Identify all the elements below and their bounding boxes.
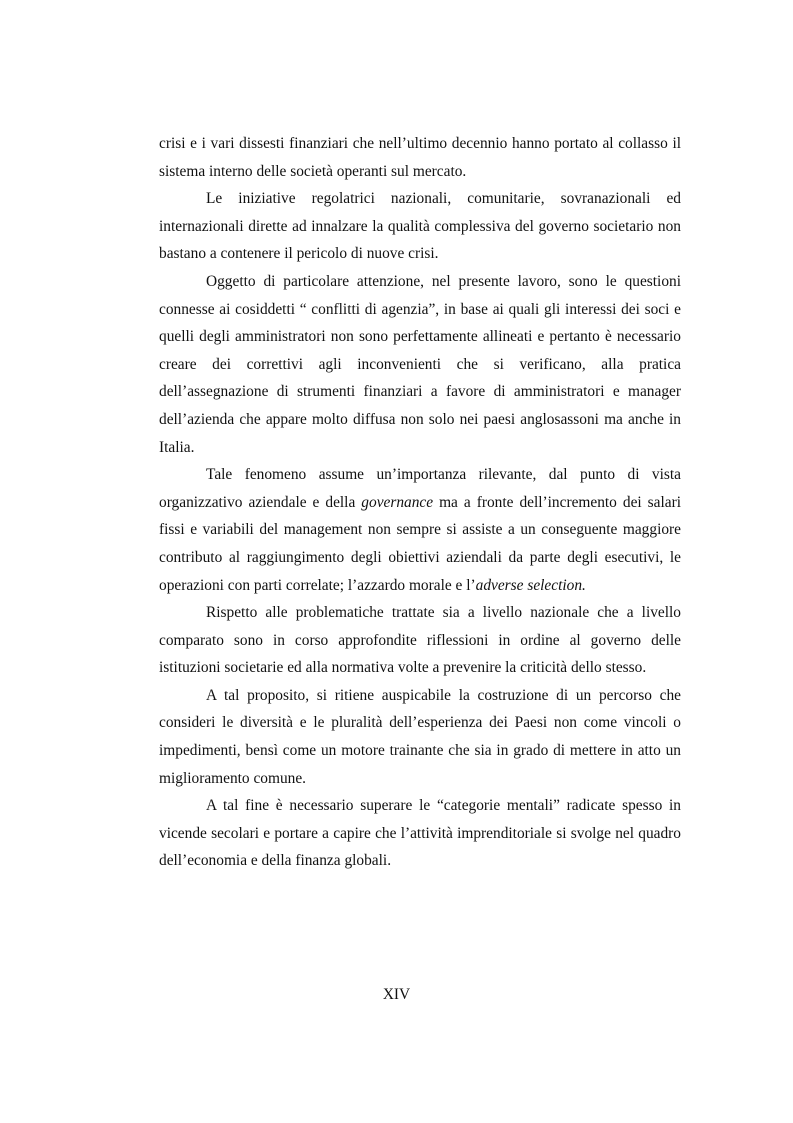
paragraph-text: Oggetto di particolare attenzione, nel presente lavoro, sono le questioni connesse ai cosiddetti “ conflitti di agenzia”, in base ai quali gli interessi dei soci e quelli degli amministratori non sono perfettamente allineati e pertanto è necessario creare dei correttivi agli inconvenienti che si verificano, alla pratica dell’assegnazione di strumenti finanziari a favore di amministratori e manager dell’azienda che appare molto diffusa non solo nei paesi anglosassoni ma anche in Italia. (159, 272, 681, 456)
paragraph-text: A tal fine è necessario superare le “categorie mentali” radicate spesso in vicende secolari e portare a capire che l’attività imprenditoriale si svolge nel quadro dell’economia e della finanza globali. (159, 797, 681, 870)
paragraph-3 (159, 268, 681, 461)
paragraph-4 (159, 461, 681, 599)
paragraph-text: Tale fenomeno assume un’importanza rilevante, dal punto di vista organizzativo aziendale e della (159, 466, 681, 511)
paragraph-text: Le iniziative regolatrici nazionali, comunitarie, sovranazionali ed internazionali dirette ad innalzare la qualità complessiva del governo societario non bastano a contenere il pericolo di nuove crisi. (159, 190, 681, 263)
paragraph-text: Rispetto alle problematiche trattate sia a livello nazionale che a livello comparato sono in corso approfondite riflessioni in ordine al governo delle istituzioni societarie ed alla normativa volte a prevenire la criticità dello stesso. (159, 604, 681, 677)
paragraph-text: crisi e i vari dissesti finanziari che nell’ultimo decennio hanno portato al collasso il sistema interno delle società operanti sul mercato. (159, 135, 681, 180)
body-text (159, 130, 681, 875)
paragraph-6 (159, 682, 681, 792)
paragraph-1 (159, 130, 681, 185)
paragraph-7 (159, 792, 681, 875)
paragraph-5 (159, 599, 681, 682)
paragraph-text: A tal proposito, si ritiene auspicabile la costruzione di un percorso che consideri le diversità e le pluralità dell’esperienza dei Paesi non come vincoli o impedimenti, bensì come un motore trainante che sia in grado di mettere in atto un miglioramento comune. (159, 686, 681, 787)
italic-term-adverse-selection: adverse selection. (475, 576, 586, 594)
paragraph-2 (159, 185, 681, 268)
italic-term-governance: governance (361, 493, 434, 511)
page-number: XIV (382, 986, 411, 1003)
paragraph-text: ma a fronte dell’incremento dei salari fissi e variabili del management non sempre si assiste a un conseguente maggiore contributo al raggiungimento degli obiettivi aziendali da parte degli esecutivi, le operazioni con parti correlate; l’azzardo morale e l’ (159, 493, 681, 594)
